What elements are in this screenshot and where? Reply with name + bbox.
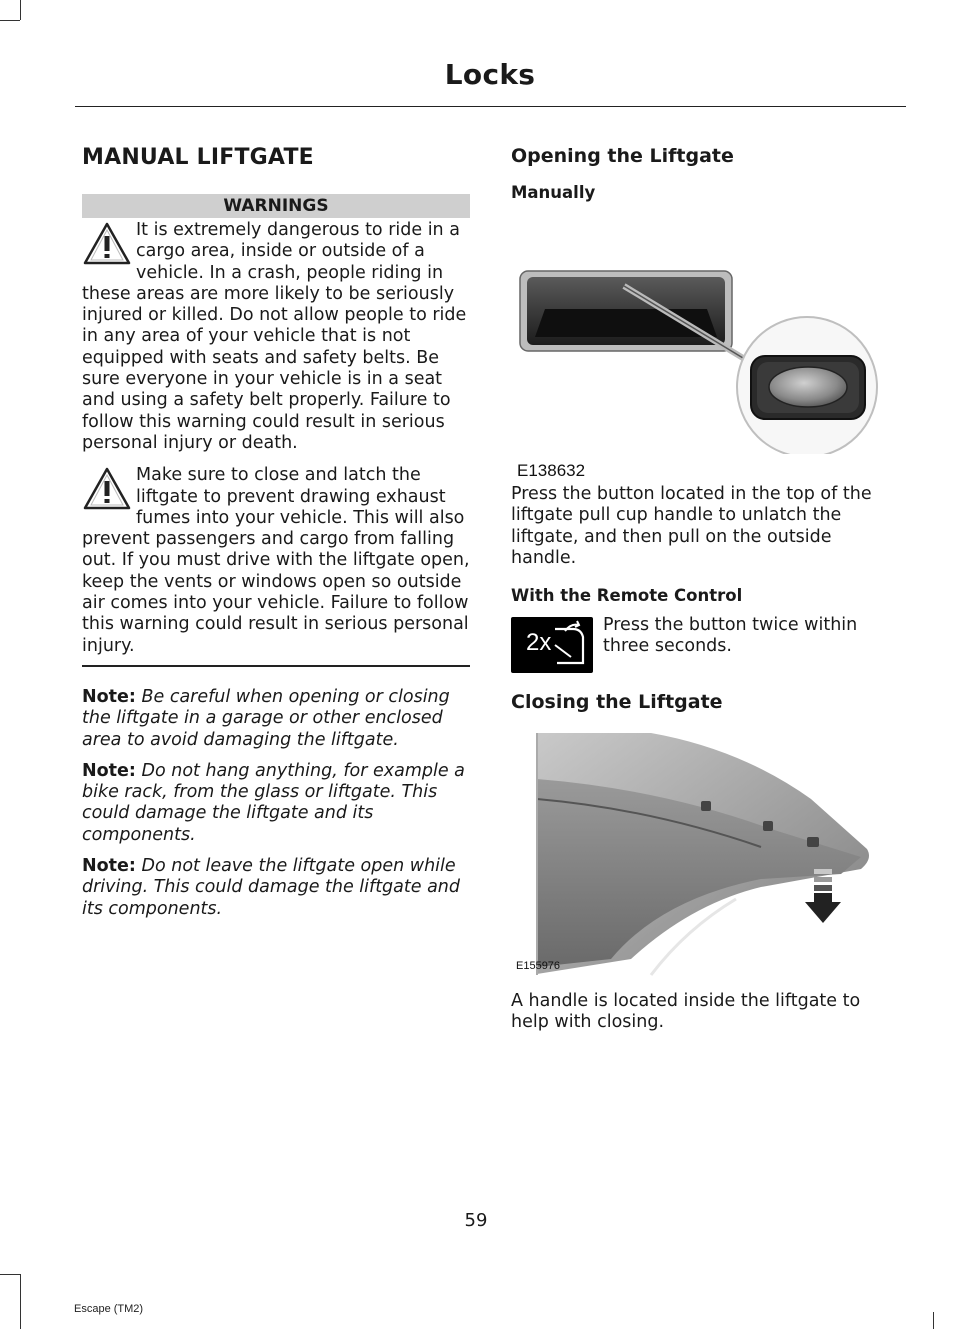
note-label: Note: (82, 686, 136, 707)
warnings-heading: WARNINGS (82, 194, 470, 218)
crop-mark (20, 1274, 21, 1329)
page-header-title: Locks (444, 58, 536, 91)
note-text: Be careful when opening or closing the liftgate in a garage or other enclosed area to avoid damaging the liftgate. (82, 686, 450, 750)
manually-instructions: Press the button located in the top of the liftgate pull cup handle to unlatch the liftgate, and then pull on the outside handle. (511, 484, 872, 568)
note-item (82, 761, 470, 846)
header-rule (75, 106, 906, 107)
page-number: 59 (464, 1210, 488, 1231)
remote-instructions: Press the button twice within three seconds. (603, 615, 858, 657)
arrow-down-icon (803, 867, 843, 927)
figure-code: E155976 (516, 960, 561, 973)
warning-triangle-icon (82, 221, 132, 267)
closing-liftgate-title: Closing the Liftgate (511, 691, 723, 714)
remote-liftgate-icon-drawing (511, 617, 593, 673)
notes-list (82, 687, 470, 920)
footer-model-name: Escape (TM2) (74, 1303, 144, 1315)
crop-mark (0, 1274, 20, 1275)
note-text: Do not leave the liftgate open while driving. This could damage the liftgate and its components. (82, 856, 461, 919)
pull-cup-handle-illustration (511, 214, 901, 454)
opening-liftgate-title: Opening the Liftgate (511, 145, 734, 167)
crop-mark (933, 1312, 934, 1329)
crop-mark (20, 0, 21, 20)
liftgate-closing-figure (511, 729, 901, 989)
note-item (82, 856, 470, 920)
figure-code: E138632 (517, 461, 586, 480)
remote-icon-label: 2x (526, 629, 552, 657)
manually-title: Manually (511, 183, 596, 202)
note-label: Note: (82, 856, 136, 877)
warning-text: Make sure to close and latch the liftgate to prevent drawing exhaust fumes into your vehicle. This will also prevent passengers and cargo from falling out. If you must drive with the liftgate open, keep the vents or windows open so outside air comes into your vehicle. Failure to follow this warning could result in serious personal injury. (82, 465, 470, 656)
liftgate-button-figure (511, 214, 901, 480)
warnings-end-rule (82, 665, 470, 667)
closing-instructions: A handle is located inside the liftgate to help with closing. (511, 991, 861, 1033)
warning-item (82, 465, 470, 657)
section-title: MANUAL LIFTGATE (82, 145, 314, 170)
note-item (82, 687, 470, 751)
warning-triangle-icon (82, 466, 132, 512)
note-text: Do not hang anything, for example a bike rack, from the glass or liftgate. This could damage the liftgate and its components. (82, 760, 465, 845)
left-column (82, 145, 470, 920)
warning-item (82, 220, 470, 454)
remote-liftgate-icon (511, 617, 593, 673)
right-column (511, 145, 901, 1034)
crop-mark (0, 20, 20, 21)
remote-control-row (511, 617, 901, 673)
note-label: Note: (82, 760, 136, 781)
open-liftgate-illustration (511, 729, 901, 979)
warning-text: It is extremely dangerous to ride in a cargo area, inside or outside of a vehicle. In a crash, people riding in these areas are more likely to be seriously injured or killed. Do not allow people to ride in any area of your vehicle that is not equipped with seats and safety belts. Be sure everyone in your vehicle is in a seat and using a safety belt properly. Failure to follow this warning could result in serious personal injury or death. (82, 220, 467, 453)
remote-control-title: With the Remote Control (511, 586, 743, 606)
